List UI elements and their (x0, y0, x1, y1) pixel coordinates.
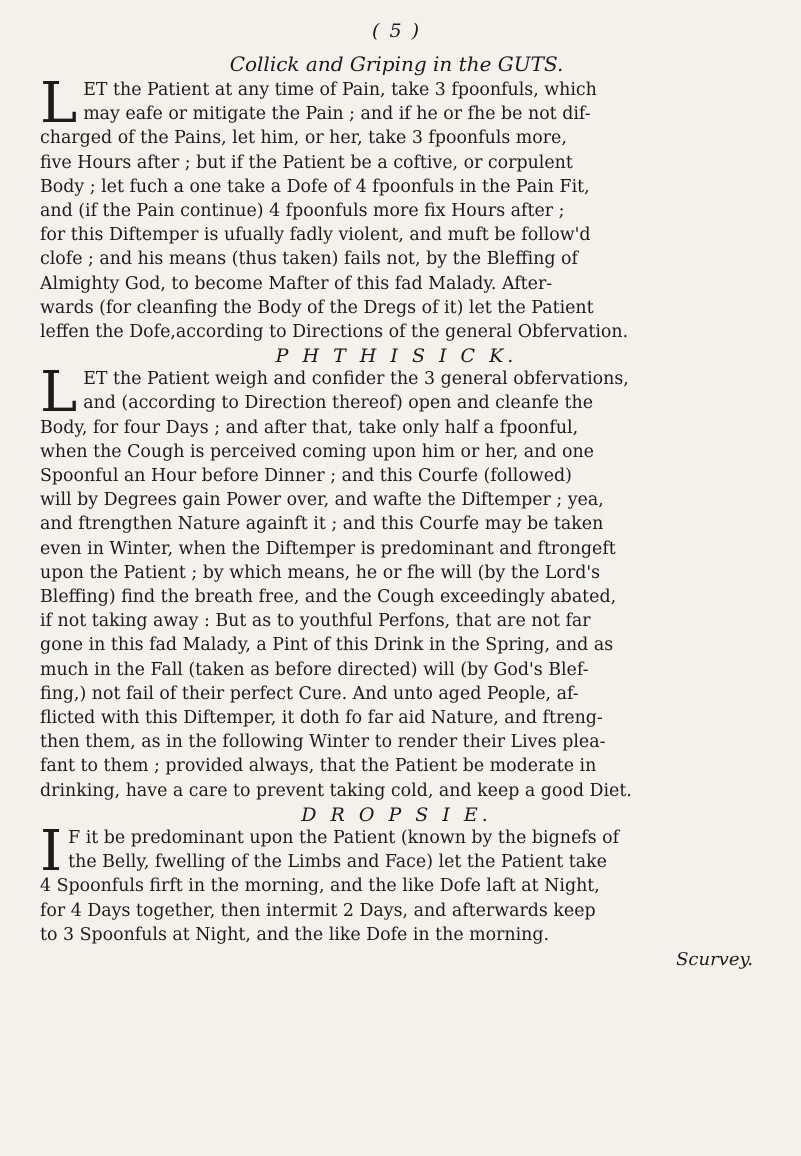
text-line: fant to them ; provided always, that the Patient be moderate in (40, 756, 597, 777)
text-line: Almighty God, to become Mafter of this fad Malady. After- (40, 273, 553, 294)
text-line: Bleffing) find the breath free, and the Cough exceedingly abated, (40, 587, 617, 608)
text-line: when the Cough is perceived coming upon him or her, and one (40, 441, 594, 462)
text-line: then them, as in the following Winter to render their Lives plea- (40, 732, 606, 753)
text-line: may eafe or mitigate the Pain ; and if he or fhe be not dif- (83, 104, 591, 125)
page-number: ( 5 ) (372, 20, 421, 42)
text-line: and ftrengthen Nature againft it ; and this Courfe may be taken (40, 514, 604, 535)
section-title-dropsie: D R O P S I E. (301, 803, 492, 826)
text-line: leffen the Dofe,according to Directions of the general Obfervation. (40, 322, 629, 343)
text-line: will by Degrees gain Power over, and wafte the Diftemper ; yea, (40, 490, 604, 511)
section-phthisick (40, 360, 753, 803)
text-line: Body, for four Days ; and after that, take only half a fpoonful, (40, 417, 579, 438)
text-line: Spoonful an Hour before Dinner ; and this Courfe (followed) (40, 466, 572, 487)
drop-cap: I (40, 818, 63, 884)
text-line: flicted with this Diftemper, it doth fo far aid Nature, and ftreng- (40, 708, 603, 729)
text-line: charged of the Pains, let him, or her, take 3 fpoonfuls more, (40, 128, 567, 149)
text-line: for this Diftemper is ufually fadly violent, and muft be follow'd (40, 225, 591, 246)
text-line: gone in this fad Malady, a Pint of this Drink in the Spring, and as (40, 635, 614, 656)
text-line: for 4 Days together, then intermit 2 Days, and afterwards keep (40, 900, 596, 921)
text-line: F it be predominant upon the Patient (known by the bignefs of (68, 827, 620, 848)
text-line: upon the Patient ; by which means, he or fhe will (by the Lord's (40, 562, 601, 583)
text-line: ET the Patient at any time of Pain, take 3 fpoonfuls, which (83, 80, 597, 100)
text-line: drinking, have a care to prevent taking cold, and keep a good Diet. (40, 780, 632, 801)
drop-cap: L (40, 360, 78, 426)
text-line: Body ; let fuch a one take a Dofe of 4 fpoonfuls in the Pain Fit, (40, 176, 590, 197)
text-line: and (if the Pain continue) 4 fpoonfuls more fix Hours after ; (40, 201, 565, 222)
text-line: five Hours after ; but if the Patient be a coftive, or corpulent (40, 152, 573, 173)
text-line: and (according to Direction thereof) open and cleanfe the (83, 393, 594, 414)
text-line: fing,) not fail of their perfect Cure. And unto aged People, af- (40, 683, 579, 704)
text-line: ET the Patient weigh and confider the 3 general obfervations, (83, 369, 629, 390)
text-line: wards (for cleanfing the Body of the Dregs of it) let the Patient (40, 297, 594, 318)
section-title-phthisick: P H T H I S I C K. (275, 345, 518, 368)
page-heading: Collick and Griping in the GUTS. (229, 52, 564, 76)
text-line: the Belly, fwelling of the Limbs and Face) let the Patient take (68, 852, 607, 873)
section-collick (40, 71, 753, 344)
drop-cap: L (40, 71, 78, 136)
text-line: clofe ; and his means (thus taken) fails not, by the Bleffing of (40, 249, 578, 270)
section-dropsie (40, 818, 753, 947)
text-line: even in Winter, when the Diftemper is predominant and ftrongeft (40, 538, 616, 559)
text-line: to 3 Spoonfuls at Night, and the like Dofe in the morning. (40, 924, 550, 945)
text-line: if not taking away : But as to youthful Perfons, that are not far (40, 611, 591, 632)
text-line: 4 Spoonfuls firft in the morning, and the like Dofe laft at Night, (40, 876, 600, 897)
text-line: much in the Fall (taken as before directed) will (by God's Blef- (40, 659, 589, 680)
catchword: Scurvey. (676, 948, 753, 970)
